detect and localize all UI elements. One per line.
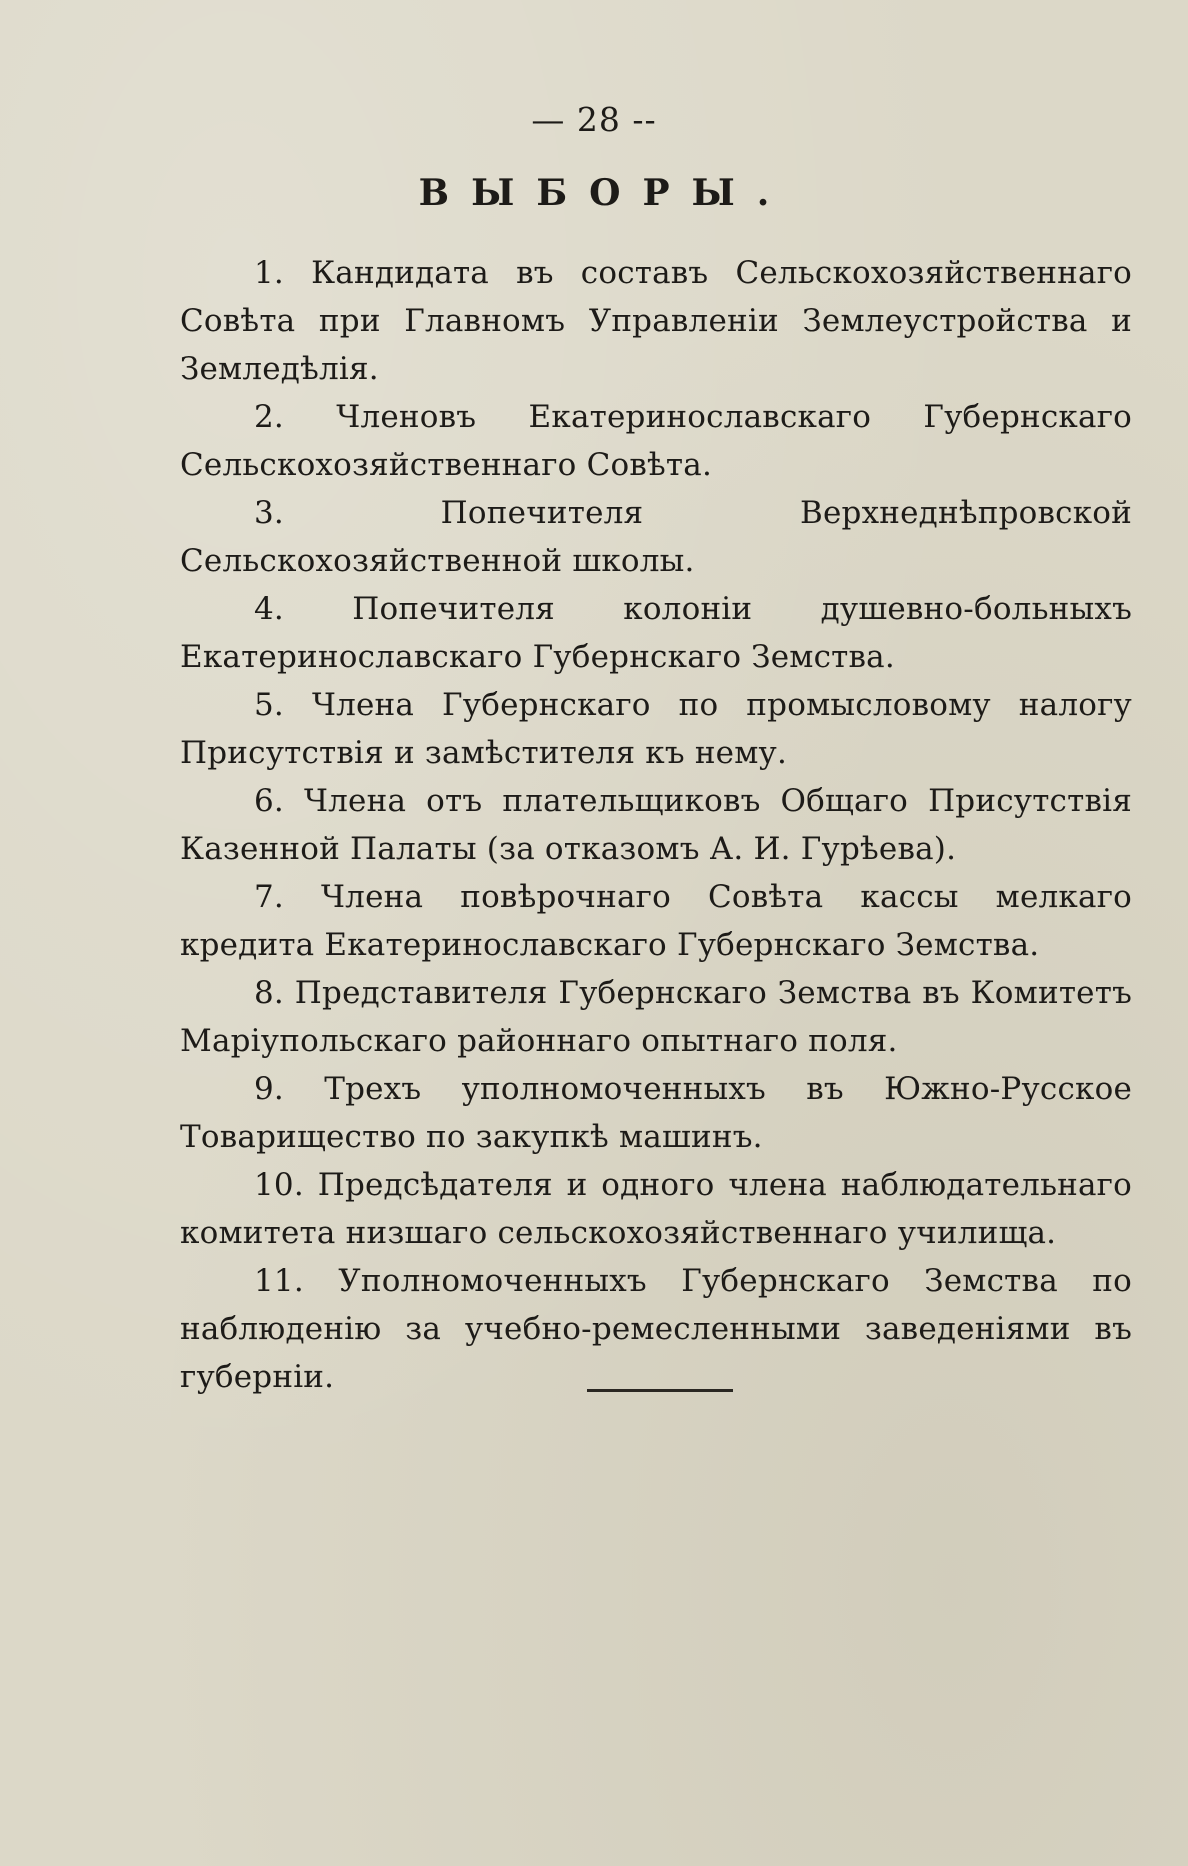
list-item: 1. Кандидата въ составъ Сельскохозяйственнаго Совѣта при Главномъ Управленіи Землеустройства и Земледѣлія. — [180, 255, 1132, 387]
elections-list — [180, 249, 1132, 1401]
list-item: 5. Члена Губернскаго по промысловому налогу Присутствія и замѣстителя къ нему. — [180, 687, 1132, 771]
list-item: 7. Члена повѣрочнаго Совѣта кассы мелкаго кредита Екатеринославскаго Губернскаго Земства. — [180, 879, 1132, 963]
list-item: 2. Членовъ Екатеринославскаго Губернскаго Сельскохозяйственнаго Совѣта. — [180, 399, 1132, 483]
list-item: 6. Члена отъ плательщиковъ Общаго Присутствія Казенной Палаты (за отказомъ А. И. Гурѣева). — [180, 783, 1132, 867]
list-item: 3. Попечителя Верхнеднѣпровской Сельскохозяйственной школы. — [180, 495, 1132, 579]
list-item: 9. Трехъ уполномоченныхъ въ Южно-Русское Товарищество по закупкѣ машинъ. — [180, 1071, 1132, 1155]
section-title: ВЫБОРЫ. — [418, 172, 792, 214]
list-item: 8. Представителя Губернскаго Земства въ Комитетъ Маріупольскаго районнаго опытнаго поля. — [180, 975, 1132, 1059]
section-divider — [587, 1389, 733, 1392]
list-item: 4. Попечителя колоніи душевно-больныхъ Екатеринославскаго Губернскаго Земства. — [180, 591, 1132, 675]
list-item: 10. Предсѣдателя и одного члена наблюдательнаго комитета низшаго сельскохозяйственнаго училища. — [180, 1167, 1132, 1251]
page-number: — 28 -- — [531, 100, 657, 139]
list-item: 11. Уполномоченныхъ Губернскаго Земства по наблюденію за учебно-ремесленными заведеніями въ губерніи. — [180, 1263, 1132, 1395]
